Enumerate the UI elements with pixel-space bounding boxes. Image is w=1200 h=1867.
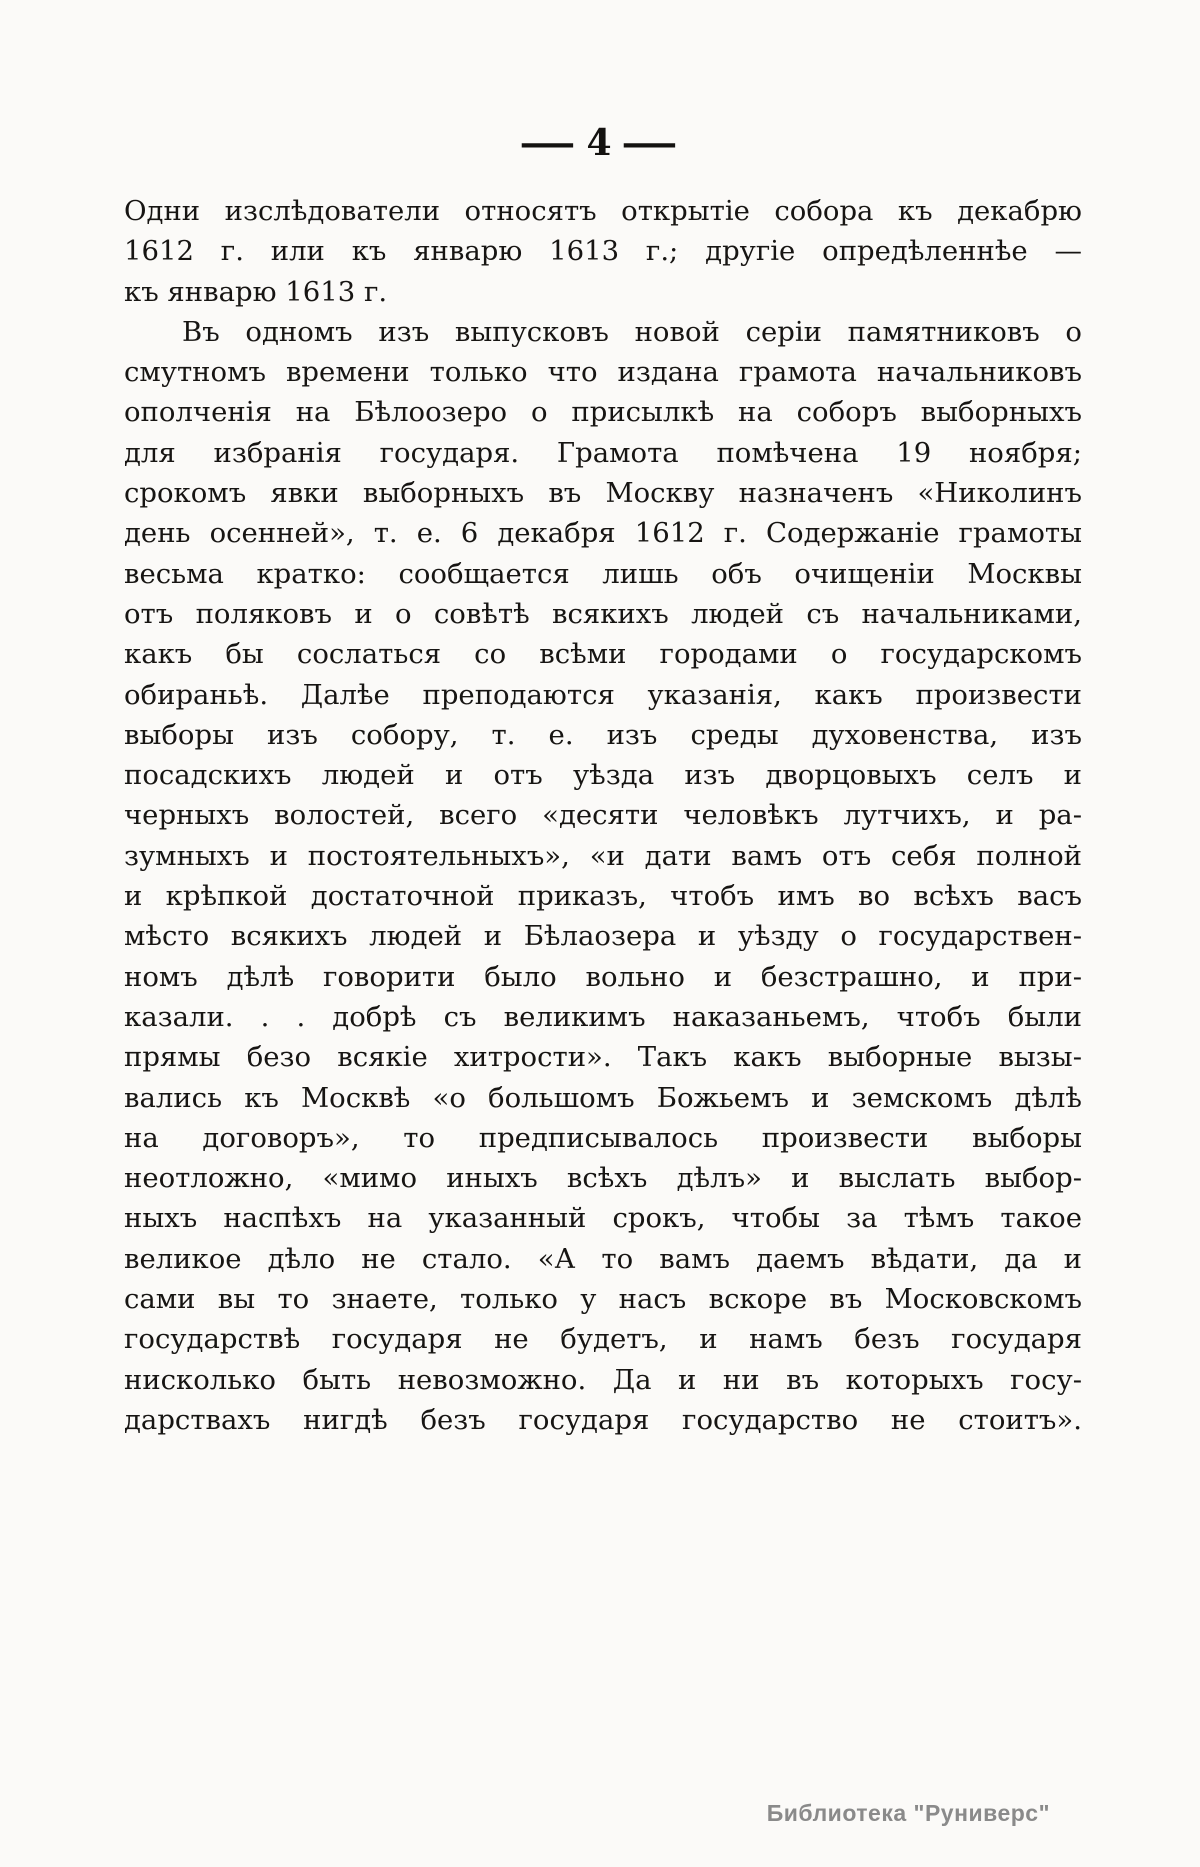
header-right-dash: — bbox=[620, 122, 681, 164]
text-line: номъ дѣлѣ говорити было вольно и безстрашно, и при- bbox=[124, 960, 1082, 993]
text-line: и крѣпкой достаточной приказъ, чтобъ имъ во всѣхъ васъ bbox=[124, 880, 1082, 913]
text-line: Одни изслѣдователи относятъ открытіе собора къ декабрю bbox=[124, 195, 1082, 227]
text-line: 1612 г. или къ январю 1613 г.; другіе опредѣленнѣе — bbox=[124, 235, 1082, 268]
text-line: черныхъ волостей, всего «десяти человѣкъ лутчихъ, и ра- bbox=[124, 799, 1082, 832]
text-line: великое дѣло не стало. «А то вамъ даемъ вѣдати, да и bbox=[124, 1242, 1082, 1275]
text-line: вались къ Москвѣ «о большомъ Божьемъ и земскомъ дѣлѣ bbox=[124, 1081, 1082, 1114]
page-number: 4 bbox=[586, 122, 614, 164]
text-line: день осенней», т. е. 6 декабря 1612 г. Содержаніе грамоты bbox=[124, 517, 1082, 550]
text-line: нисколько быть невозможно. Да и ни въ которыхъ госу- bbox=[124, 1363, 1082, 1396]
text-line: для избранія государя. Грамота помѣчена 19 ноября; bbox=[124, 436, 1082, 469]
text-line: весьма кратко: сообщается лишь объ очищеніи Москвы bbox=[124, 557, 1082, 590]
text-line: Въ одномъ изъ выпусковъ новой серіи памятниковъ о bbox=[182, 315, 1082, 348]
text-line: срокомъ явки выборныхъ въ Москву назначенъ «Николинъ bbox=[124, 477, 1082, 510]
text-line: ополченія на Бѣлоозеро о присылкѣ на соборъ выборныхъ bbox=[124, 396, 1082, 429]
paragraph bbox=[124, 191, 1082, 312]
text-line: обираньѣ. Далѣе преподаются указанія, какъ произвести bbox=[124, 678, 1082, 711]
page-body bbox=[124, 191, 1082, 1440]
text-line: какъ бы сослаться со всѣми городами о государскомъ bbox=[124, 638, 1082, 671]
text-line: сами вы то знаете, только у насъ вскоре въ Московскомъ bbox=[124, 1283, 1082, 1316]
text-line: государствѣ государя не будетъ, и намъ безъ государя bbox=[124, 1323, 1082, 1356]
text-line: смутномъ времени только что издана грамота начальниковъ bbox=[124, 356, 1082, 389]
text-line: выборы изъ собору, т. е. изъ среды духовенства, изъ bbox=[124, 718, 1082, 751]
text-line: дарствахъ нигдѣ безъ государя государство не стоитъ». bbox=[124, 1403, 1082, 1436]
text-line: неотложно, «мимо иныхъ всѣхъ дѣлъ» и выслать выбор- bbox=[124, 1162, 1082, 1195]
text-line: отъ поляковъ и о совѣтѣ всякихъ людей съ начальниками, bbox=[124, 597, 1082, 630]
paragraph bbox=[124, 312, 1082, 1440]
text-line: къ январю 1613 г. bbox=[124, 275, 388, 308]
text-line: ныхъ наспѣхъ на указанный срокъ, чтобы за тѣмъ такое bbox=[124, 1202, 1082, 1235]
text-line: зумныхъ и постоятельныхъ», «и дати вамъ отъ себя полной bbox=[124, 839, 1082, 872]
text-line: казали. . . добрѣ съ великимъ наказаньемъ, чтобъ были bbox=[124, 1000, 1082, 1033]
text-line: на договоръ», то предписывалось произвести выборы bbox=[124, 1121, 1082, 1154]
text-line: мѣсто всякихъ людей и Бѣлаозера и уѣзду о государствен- bbox=[124, 920, 1082, 953]
header-left-dash: — bbox=[519, 122, 580, 164]
text-line: прямы безо всякіе хитрости». Такъ какъ выборные вызы- bbox=[124, 1041, 1082, 1074]
text-line: посадскихъ людей и отъ уѣзда изъ дворцовыхъ селъ и bbox=[124, 759, 1082, 792]
page-header bbox=[0, 122, 1200, 164]
library-watermark: Библиотека "Руниверс" bbox=[766, 1800, 1050, 1826]
